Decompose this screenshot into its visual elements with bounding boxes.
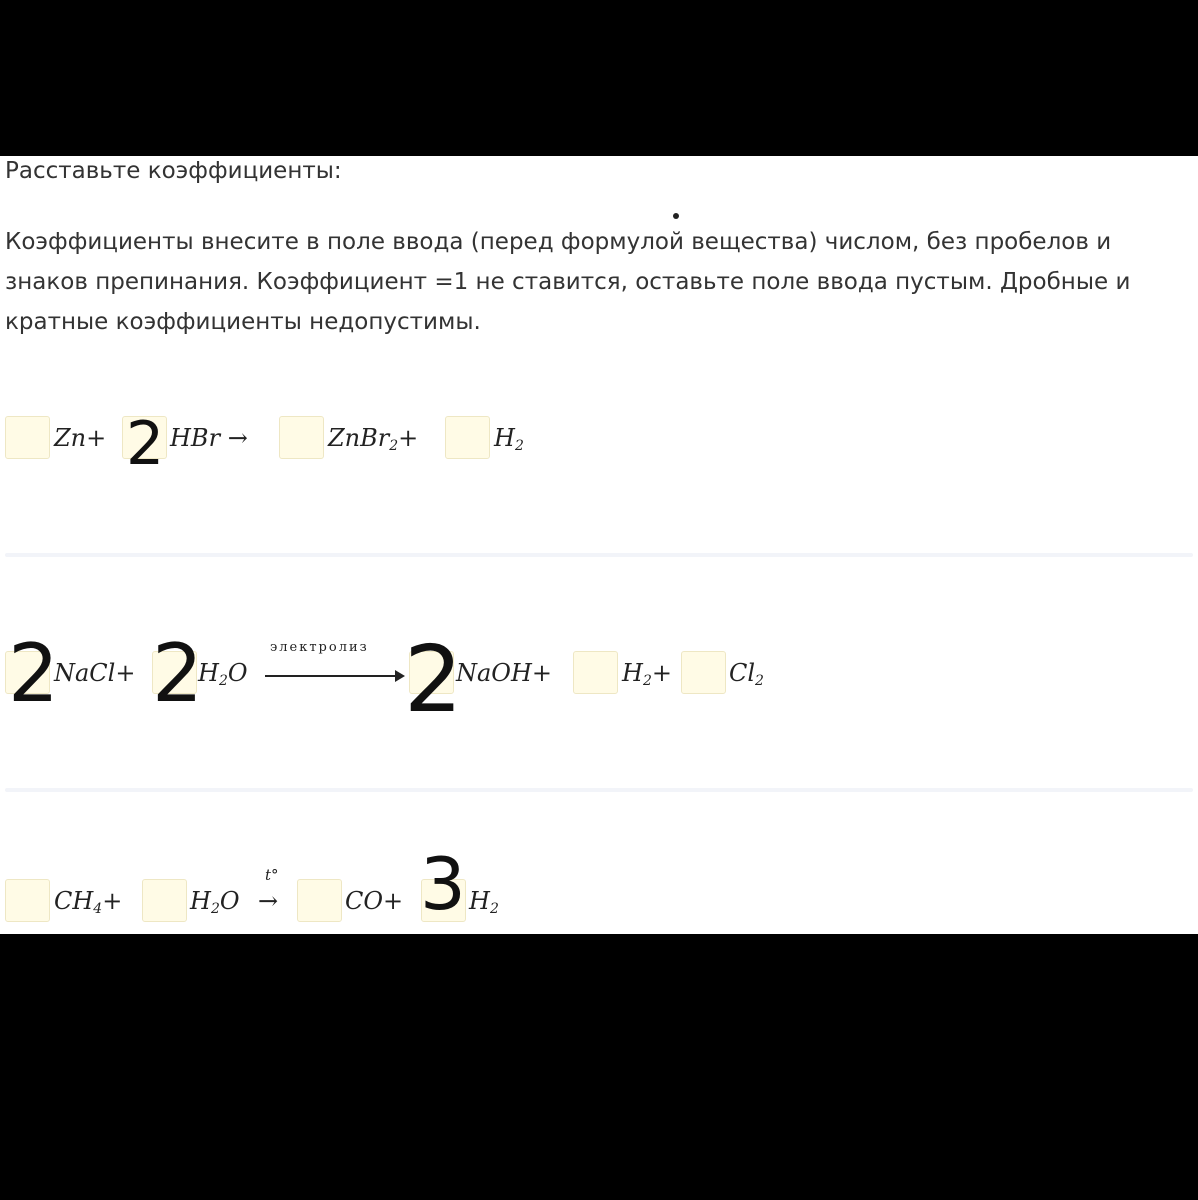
task-instructions: Коэффициенты внесите в поле ввода (перед формулой вещества) числом, без пробелов и знаков препинания. Коэффициент =1 не ставится, оставьте поле ввода пустым. Дробные и кратные коэффициенты недопустимы. [5, 229, 1131, 335]
formula-co: CO+ [345, 887, 404, 915]
formula-nacl: NaCl+ [54, 659, 136, 687]
coef-input-h2o[interactable] [142, 879, 187, 922]
coef-input-h2[interactable] [573, 651, 618, 694]
divider-2 [5, 788, 1193, 792]
task-panel [0, 156, 1198, 934]
coef-input-znbr2[interactable] [279, 416, 324, 459]
handwritten-coef-h2: 3 [420, 842, 466, 926]
formula-h2o: $H_2O$ [190, 887, 240, 917]
formula-h2o: $H_2O$ [198, 659, 248, 689]
handwritten-coef-nacl: 2 [8, 627, 59, 720]
formula-h2: $H_2$ [469, 887, 499, 917]
stray-dot [673, 213, 679, 219]
formula-cl2: $Cl_2$ [729, 659, 764, 689]
formula-h2: $H_2$ [494, 424, 524, 454]
reaction-condition-temperature: t° [265, 866, 279, 884]
reaction-arrow-icon [265, 675, 403, 677]
divider-1 [5, 553, 1193, 557]
handwritten-coef-naoh: 2 [404, 626, 463, 733]
coef-input-co[interactable] [297, 879, 342, 922]
formula-h2: $H_2+$ [622, 659, 672, 689]
formula-naoh: NaOH+ [456, 659, 553, 687]
reaction-condition-electrolysis: электролиз [270, 640, 369, 655]
formula-ch4: $CH_4+$ [54, 887, 123, 917]
formula-zn: Zn+ [54, 424, 107, 452]
task-heading: Расставьте коэффициенты: [5, 158, 342, 184]
coef-input-zn[interactable] [5, 416, 50, 459]
formula-znbr2: ZnBr$_2$+ [328, 424, 419, 454]
handwritten-coef-h2o: 2 [152, 627, 203, 720]
coef-input-h2[interactable] [445, 416, 490, 459]
handwritten-coef-hbr: 2 [126, 409, 165, 479]
formula-hbr: HBr → [170, 424, 248, 452]
coef-input-ch4[interactable] [5, 879, 50, 922]
coef-input-cl2[interactable] [681, 651, 726, 694]
reaction-arrow-icon: → [258, 887, 279, 915]
